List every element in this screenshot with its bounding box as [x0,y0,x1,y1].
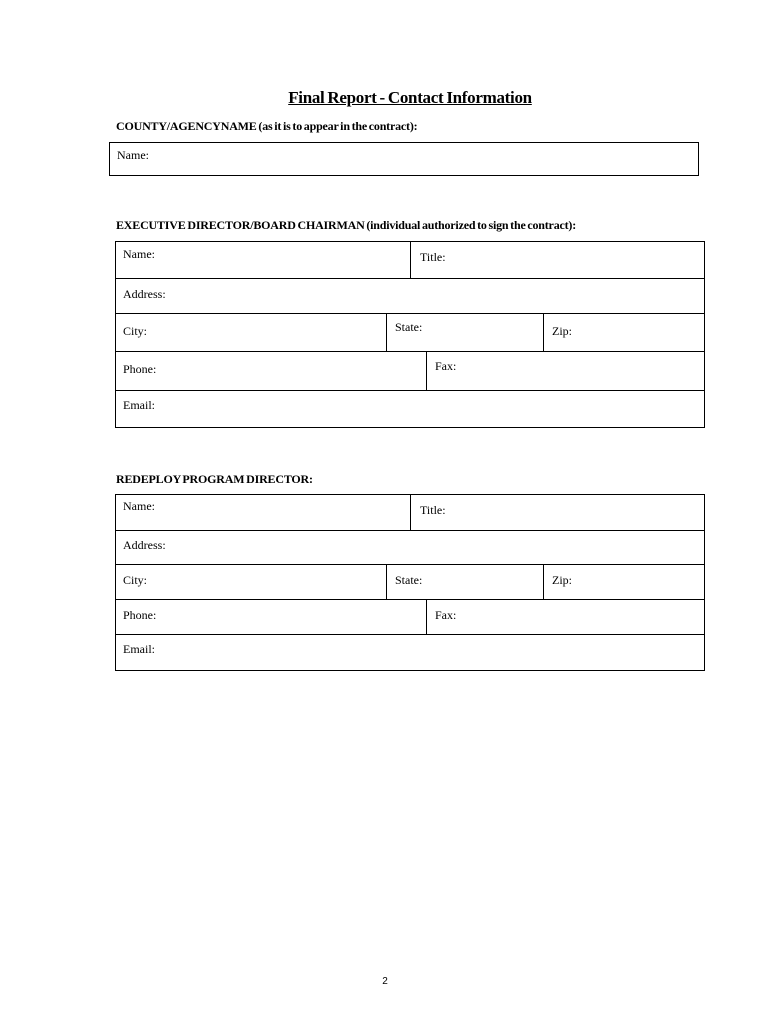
exec-phone-label: Phone: [123,362,157,376]
redeploy-address-field[interactable] [116,531,704,565]
exec-state-label: State: [395,320,423,334]
exec-zip-label: Zip: [552,324,572,338]
executive-director-heading: EXECUTIVE DIRECTOR/BOARD CHAIRMAN (individual authorized to sign the contract): [116,218,577,232]
redeploy-director-form [115,494,705,671]
exec-email-field[interactable] [116,391,704,427]
redeploy-title-label: Title: [420,503,446,517]
county-name-label: Name: [117,148,149,162]
redeploy-title-field[interactable] [410,495,704,530]
redeploy-phone-field[interactable] [116,600,426,635]
page-title: Final Report - Contact Information [288,88,532,107]
county-agency-name-field[interactable] [109,142,699,176]
redeploy-zip-label: Zip: [552,573,572,587]
exec-address-field[interactable] [116,279,704,314]
exec-city-field[interactable] [116,314,386,352]
exec-email-label: Email: [123,398,155,412]
redeploy-fax-label: Fax: [435,608,457,622]
redeploy-city-label: City: [123,573,148,587]
executive-director-form [115,241,705,428]
exec-row-city-state-zip [116,313,704,352]
redeploy-name-field[interactable] [116,495,410,530]
exec-state-field[interactable] [386,314,543,352]
redeploy-row-name-title [116,495,704,530]
exec-zip-field[interactable] [543,314,704,352]
redeploy-row-phone-fax [116,599,704,635]
exec-name-field[interactable] [116,242,410,278]
redeploy-row-address [116,530,704,565]
exec-title-label: Title: [420,250,446,264]
redeploy-city-field[interactable] [116,565,386,600]
redeploy-row-email [116,634,704,670]
exec-fax-label: Fax: [435,359,457,373]
exec-row-email [116,390,704,427]
redeploy-phone-label: Phone: [123,608,157,622]
county-agency-heading: COUNTY/AGENCYNAME (as it is to appear in the contract): [116,119,418,133]
exec-name-label: Name: [123,247,155,261]
exec-address-label: Address: [123,287,166,301]
redeploy-row-city-state-zip [116,564,704,600]
redeploy-state-field[interactable] [386,565,543,600]
exec-title-field[interactable] [410,242,704,278]
exec-fax-field[interactable] [426,352,704,391]
redeploy-email-field[interactable] [116,635,704,670]
redeploy-email-label: Email: [123,642,155,656]
exec-phone-field[interactable] [116,352,426,391]
redeploy-zip-field[interactable] [543,565,704,600]
redeploy-address-label: Address: [123,538,166,552]
redeploy-fax-field[interactable] [426,600,704,635]
exec-row-address [116,278,704,314]
exec-row-phone-fax [116,351,704,391]
redeploy-name-label: Name: [123,499,155,513]
page-number: 2 [382,976,388,987]
redeploy-state-label: State: [395,573,423,587]
exec-row-name-title [116,242,704,278]
redeploy-director-heading: REDEPLOY PROGRAM DIRECTOR: [116,472,313,486]
exec-city-label: City: [123,324,148,338]
